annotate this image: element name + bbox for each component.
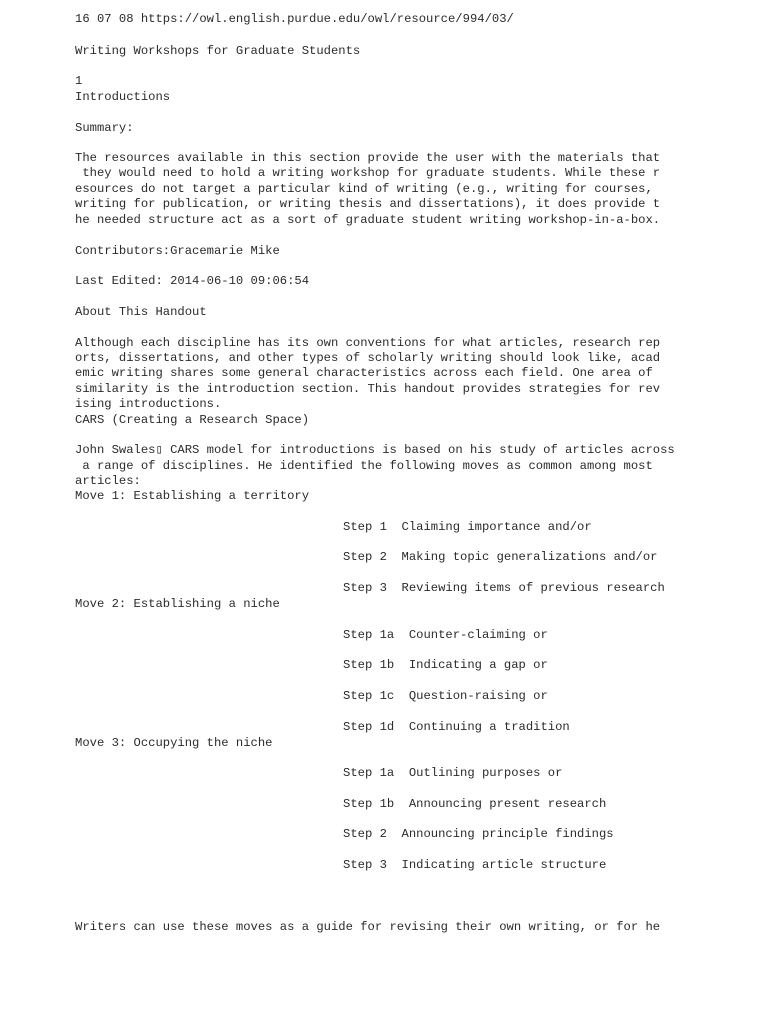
swales-line: a range of disciplines. He identified the following moves as common among most [75,459,653,473]
about-line: similarity is the introduction section. This handout provides strategies for rev [75,382,661,396]
move-2-label: Move 2: Establishing a niche [75,597,280,611]
about-line: emic writing shares some general characteristics across each field. One area of [75,366,653,380]
header-url-line: 16 07 08 https://owl.english.purdue.edu/owl/resource/994/03/ [75,12,514,26]
swales-line: John Swales▯ CARS model for introductions is based on his study of articles across [75,443,675,457]
move-1-step: Step 2 Making topic generalizations and/or [343,550,658,564]
move-1-step: Step 3 Reviewing items of previous research [343,581,665,595]
swales-line: articles: [75,474,141,488]
about-line: ising introductions. [75,397,222,411]
summary-line: he needed structure act as a sort of graduate student writing workshop-in-a-box. [75,213,661,227]
move-3-step: Step 2 Announcing principle findings [343,827,614,841]
page-number: 1 [75,74,83,88]
closing-line: Writers can use these moves as a guide for revising their own writing, or for he [75,920,661,934]
about-line: Although each discipline has its own conventions for what articles, research rep [75,336,661,350]
about-heading: About This Handout [75,305,207,319]
contributors: Contributors:Gracemarie Mike [75,244,280,258]
about-line: orts, dissertations, and other types of scholarly writing should look like, acad [75,351,661,365]
move-2-step: Step 1c Question-raising or [343,689,548,703]
summary-line: writing for publication, or writing thesis and dissertations), it does provide t [75,197,661,211]
move-2-step: Step 1a Counter-claiming or [343,628,548,642]
move-1-step: Step 1 Claiming importance and/or [343,520,592,534]
move-2-step: Step 1b Indicating a gap or [343,658,548,672]
move-1-label: Move 1: Establishing a territory [75,489,310,503]
move-3-step: Step 1a Outlining purposes or [343,766,563,780]
last-edited: Last Edited: 2014-06-10 09:06:54 [75,274,310,288]
move-2-step: Step 1d Continuing a tradition [343,720,570,734]
summary-line: The resources available in this section provide the user with the materials that [75,151,661,165]
move-3-label: Move 3: Occupying the niche [75,736,273,750]
section-title: Introductions [75,90,171,104]
document-title: Writing Workshops for Graduate Students [75,44,361,58]
summary-line: they would need to hold a writing workshop for graduate students. While these r [75,166,661,180]
summary-label: Summary: [75,121,134,135]
summary-line: esources do not target a particular kind of writing (e.g., writing for courses, [75,182,653,196]
cars-heading: CARS (Creating a Research Space) [75,413,310,427]
move-3-step: Step 1b Announcing present research [343,797,607,811]
move-3-step: Step 3 Indicating article structure [343,858,607,872]
